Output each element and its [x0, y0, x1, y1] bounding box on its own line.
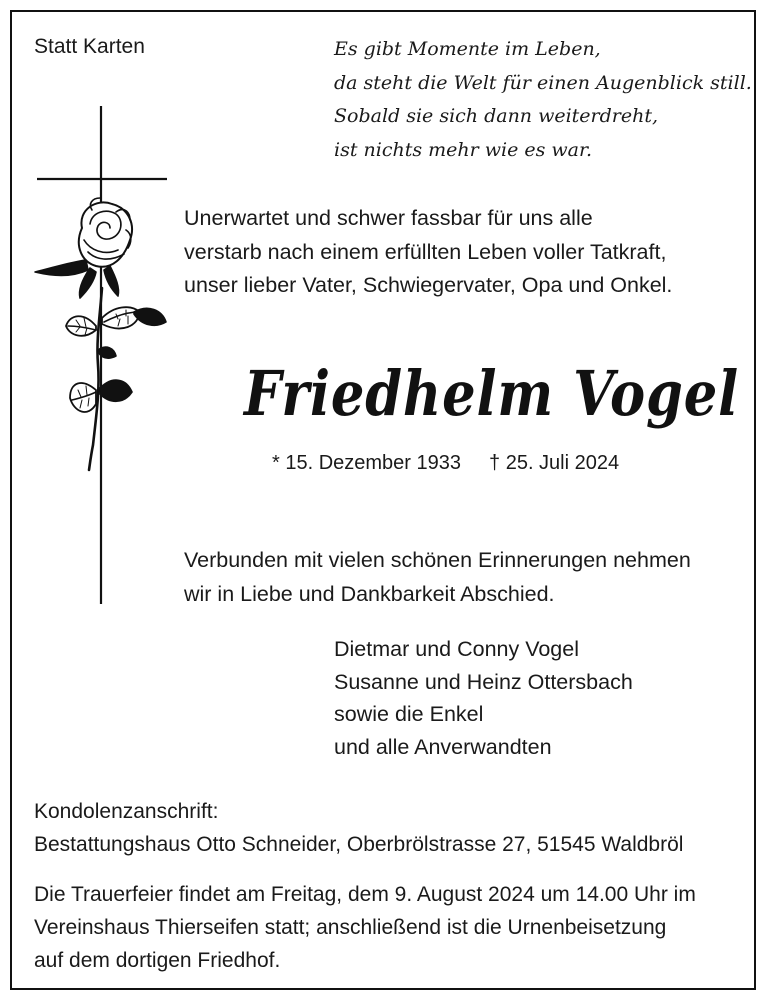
- intro-text: [184, 202, 672, 303]
- death-date: † 25. Juli 2024: [489, 452, 620, 474]
- cross-with-rose: [30, 100, 175, 610]
- ceremony-info: [34, 878, 696, 977]
- intro-line: unser lieber Vater, Schwiegervater, Opa und Onkel.: [184, 273, 673, 297]
- condolence-address: Bestattungshaus Otto Schneider, Oberbrölstrasse 27, 51545 Waldbröl: [34, 833, 684, 856]
- motto-line: ist nichts mehr wie es war.: [334, 138, 593, 161]
- farewell-line: wir in Liebe und Dankbarkeit Abschied.: [184, 581, 555, 606]
- mourner-line: sowie die Enkel: [334, 702, 484, 726]
- intro-line: verstarb nach einem erfüllten Leben voller Tatkraft,: [184, 239, 667, 264]
- motto-line: da steht die Welt für einen Augenblick still.: [334, 71, 752, 94]
- birth-date: * 15. Dezember 1933: [272, 452, 462, 474]
- farewell-text: [184, 544, 691, 611]
- ceremony-line: auf dem dortigen Friedhof.: [34, 949, 281, 972]
- intro-line: Unerwartet und schwer fassbar für uns alle: [184, 206, 593, 230]
- motto-line: Sobald sie sich dann weiterdreht,: [334, 105, 659, 127]
- motto-verse: [334, 33, 752, 167]
- statt-karten-label: Statt Karten: [34, 35, 145, 58]
- mourner-line: Dietmar und Conny Vogel: [334, 637, 580, 661]
- condolence-label: Kondolenzanschrift:: [34, 800, 219, 823]
- ceremony-line: Die Trauerfeier findet am Freitag, dem 9. August 2024 um 14.00 Uhr im: [34, 883, 696, 906]
- ceremony-line: Vereinshaus Thierseifen statt; anschließend ist die Urnenbeisetzung: [34, 916, 667, 939]
- mourner-line: Susanne und Heinz Ottersbach: [334, 669, 633, 694]
- mourner-line: und alle Anverwandten: [334, 734, 552, 759]
- farewell-line: Verbunden mit vielen schönen Erinnerungen nehmen: [184, 548, 691, 572]
- motto-line: Es gibt Momente im Leben,: [334, 38, 601, 60]
- life-dates: [272, 450, 619, 476]
- deceased-name: Friedhelm Vogel: [244, 357, 739, 430]
- mourners-list: [334, 633, 633, 763]
